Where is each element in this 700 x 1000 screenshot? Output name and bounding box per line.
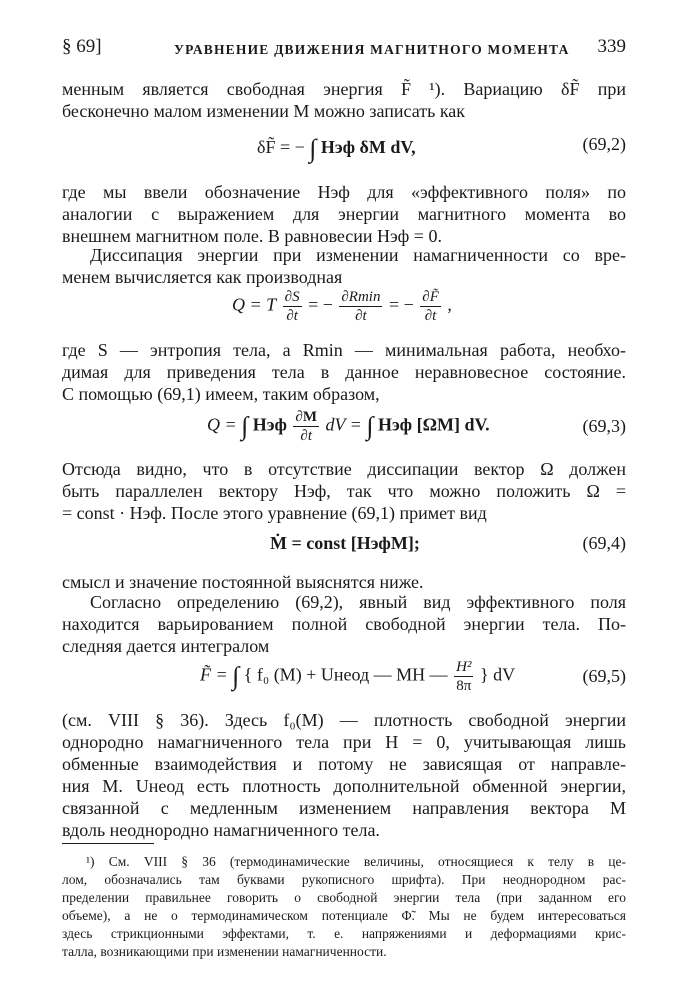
- text-line: вдоль неоднородно намагниченного тела.: [62, 820, 380, 840]
- text-line: внешнем магнитном поле. В равновесии Hэф = 0.: [62, 226, 442, 246]
- footnote-line: объеме), а не о термодинамическом потенциале Φ̃. Мы не будем интересоваться: [62, 908, 626, 923]
- equation-number: (69,4): [582, 533, 626, 553]
- text-line: находится варьированием полной свободной энергии тела. По-: [62, 614, 626, 634]
- text-line: однородно намагниченного тела при H = 0, учитывающая лишь: [62, 732, 626, 752]
- eq-lhs: δF̃ = −: [257, 137, 310, 157]
- text-line: = const · Hэф. После этого уравнение (69,1) примет вид: [62, 503, 487, 523]
- text-line: следняя дается интегралом: [62, 636, 270, 656]
- fraction: $\frac{\partial F̃}{\partial t}$: [422, 289, 439, 324]
- eq-body: Ṁ = const [HэфM];: [270, 533, 420, 553]
- equation-69-3: Q = ∫ Hэф $\frac{\partial M}{\partial t}$ dV = ∫ Hэф [ΩM] dV. (69,3): [207, 409, 626, 444]
- integral-sign: ∫: [366, 411, 374, 441]
- text-line: связанной с медленным изменением направления вектора M: [62, 798, 626, 818]
- integral-sign: ∫: [232, 661, 240, 691]
- text-line: обменные взаимодействия и потому не зависящая от направле-: [62, 754, 626, 774]
- text-line: быть параллелен вектору Hэф, так что можно положить Ω =: [62, 481, 626, 501]
- text-line: (см. VIII § 36). Здесь f₀(M) — плотность свободной энергии: [62, 710, 626, 730]
- text-line: смысл и значение постоянной выяснятся ниже.: [62, 572, 424, 592]
- equation-number: (69,2): [582, 134, 626, 154]
- equation-number: (69,3): [582, 416, 626, 436]
- fraction: $\frac{\text{H²}}{8\pi}$: [456, 659, 472, 694]
- text-line: где S — энтропия тела, а Rmin — минимальная работа, необхо-: [62, 340, 626, 360]
- footnote-line: здесь стрикционными эффектами, т. е. напряжениями и деформациями крис-: [62, 926, 626, 941]
- equation-69-5: F̃ = ∫ { f₀ (M) + Uнеод — MH — $\frac{\text{H²}}{8\pi}$ } dV (69,5): [200, 659, 626, 694]
- eq-rhs: Hэф δM dV,: [316, 137, 416, 157]
- footnote-line: талла, возникающими при изменении намагниченности.: [62, 944, 387, 959]
- text-line: менем вычисляется как производная: [62, 267, 343, 287]
- text-line: С помощью (69,1) имеем, таким образом,: [62, 384, 380, 404]
- footnote-line: ¹) См. VIII § 36 (термодинамические величины, относящиеся к телу в це-: [86, 854, 626, 869]
- text-line: аналогии с выражением для энергии магнитного момента во: [62, 204, 626, 224]
- equation-q: Q = T $\frac{\partial S}{\partial t}$ = − $\frac{\partial Rmin}{\partial t}$ = − $\frac{\partial F̃}{\partial t}$ ,: [232, 289, 452, 324]
- integral-sign: ∫: [309, 134, 317, 163]
- equation-69-2: [62, 126, 626, 166]
- equation-69-4: [62, 525, 626, 565]
- running-title: УРАВНЕНИЕ ДВИЖЕНИЯ МАГНИТНОГО МОМЕНТА: [174, 42, 570, 57]
- footnote-line: лом, обозначались там буквами рукописного шрифта). При неоднородном рас-: [62, 872, 626, 887]
- fraction: $\frac{\partial M}{\partial t}$: [295, 409, 317, 444]
- integral-sign: ∫: [241, 411, 249, 441]
- text-line: ния M. Uнеод есть плотность дополнительной обменной энергии,: [62, 776, 626, 796]
- equation-number: (69,5): [582, 666, 626, 686]
- page-number: 339: [597, 36, 626, 57]
- text-line: менным является свободная энергия F̃ ¹). Вариацию δF̃ при: [62, 79, 626, 99]
- eq-lhs: Q = T: [232, 294, 277, 315]
- text-line: Отсюда видно, что в отсутствие диссипации вектор Ω должен: [62, 459, 626, 479]
- text-line: Диссипация энергии при изменении намагниченности со вре-: [90, 245, 626, 265]
- running-header: [62, 36, 626, 66]
- footnote-rule: [62, 843, 154, 844]
- text-line: где мы ввели обозначение Hэф для «эффективного поля» по: [62, 182, 626, 202]
- text-line: бесконечно малом изменении M можно записать как: [62, 101, 466, 121]
- footnote-line: пределении правильнее говорить о свободной энергии тела (при заданном его: [62, 890, 626, 905]
- text-line: Согласно определению (69,2), явный вид эффективного поля: [90, 592, 626, 612]
- fraction: $\frac{\partial Rmin}{\partial t}$: [341, 289, 381, 324]
- text-line: димая для приведения тела в данное неравновесное состояние.: [62, 362, 626, 382]
- fraction: $\frac{\partial S}{\partial t}$: [284, 289, 300, 324]
- section-number: § 69]: [62, 36, 102, 57]
